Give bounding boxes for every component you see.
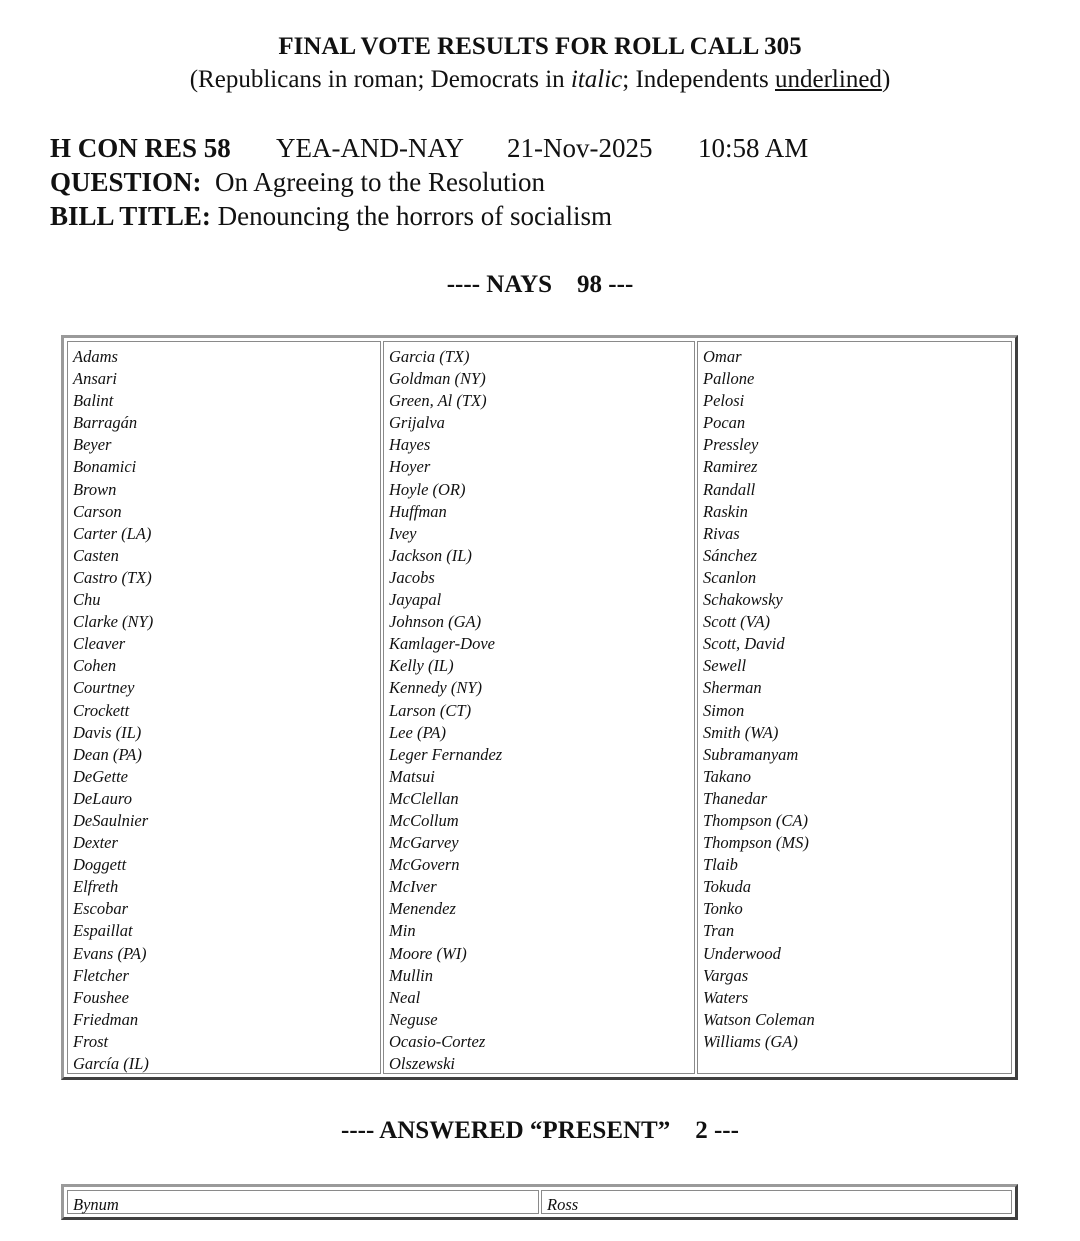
member-name: DeSaulnier (73, 810, 149, 830)
member-name: McGovern (389, 855, 460, 875)
present-heading: ---- ANSWERED “PRESENT” 2 --- (341, 1117, 739, 1144)
member-name: Evans (PA) (73, 943, 147, 963)
member-name: Pelosi (703, 391, 745, 411)
member-name: Bonamici (73, 457, 137, 477)
member-name: Scott, David (703, 634, 785, 654)
member-name: Thompson (CA) (703, 810, 808, 830)
member-name: Courtney (73, 678, 135, 698)
member-name: Simon (703, 700, 745, 720)
member-name: Menendez (389, 899, 456, 919)
member-name: Schakowsky (703, 590, 783, 610)
member-name: Dean (PA) (73, 744, 142, 764)
member-name: Sánchez (703, 545, 758, 565)
vote-time: 10:58 AM (698, 133, 809, 163)
nays-column-2 (383, 341, 695, 1074)
vote-date: 21-Nov-2025 (507, 133, 653, 163)
nays-column-3 (697, 341, 1012, 1074)
member-name: Davis (IL) (73, 722, 142, 742)
member-name: Clarke (NY) (73, 612, 154, 632)
member-name: Chu (73, 590, 101, 610)
member-name: Scanlon (703, 567, 757, 587)
member-name: Ross (547, 1195, 579, 1214)
legend-text-close: ) (881, 66, 891, 93)
member-name: Casten (73, 545, 119, 565)
page-title: FINAL VOTE RESULTS FOR ROLL CALL 305 (278, 33, 802, 60)
vote-type: YEA-AND-NAY (276, 133, 464, 163)
member-name: Scott (VA) (703, 612, 771, 632)
member-name: Doggett (73, 855, 127, 875)
member-name: Thompson (MS) (703, 833, 809, 853)
member-name: Friedman (73, 1009, 139, 1029)
nays-table (61, 335, 1018, 1080)
member-name: Hoyer (389, 457, 431, 477)
member-name: Lee (PA) (389, 722, 446, 742)
member-name: Goldman (NY) (389, 369, 486, 389)
member-name: Waters (703, 987, 749, 1007)
member-name: Hoyle (OR) (389, 479, 466, 499)
legend-text-mid: ; Independents (622, 66, 776, 93)
legend-italic: italic (570, 66, 623, 93)
measure-number: H CON RES 58 (50, 133, 231, 163)
member-name: McCollum (389, 810, 459, 830)
member-name: Pallone (703, 369, 755, 389)
member-name: DeGette (73, 766, 128, 786)
member-name: Fletcher (73, 965, 129, 985)
member-name: Ivey (389, 523, 417, 543)
member-name: DeLauro (73, 788, 132, 808)
member-name: Huffman (389, 501, 447, 521)
member-name: Matsui (389, 766, 435, 786)
member-name: Espaillat (73, 921, 133, 941)
member-name: Johnson (GA) (389, 612, 482, 632)
present-column-2 (541, 1190, 1012, 1214)
member-name: Rivas (703, 523, 740, 543)
member-name: Kamlager-Dove (389, 634, 495, 654)
member-name: Ramirez (703, 457, 758, 477)
member-name: Barragán (73, 413, 138, 433)
member-name: Pressley (703, 435, 759, 455)
member-name: Brown (73, 479, 117, 499)
member-name: Foushee (73, 987, 129, 1007)
member-name: Adams (73, 347, 118, 366)
member-name: Omar (703, 347, 742, 366)
member-name: Carter (LA) (73, 523, 152, 543)
member-name: Hayes (389, 435, 431, 455)
party-legend (0, 65, 1080, 95)
member-name: Green, Al (TX) (389, 391, 487, 411)
member-name: Jackson (IL) (389, 545, 472, 565)
member-name: Elfreth (73, 877, 119, 897)
member-name: Raskin (703, 501, 748, 521)
member-name: Tonko (703, 899, 743, 919)
present-table (61, 1184, 1018, 1220)
member-name: Watson Coleman (703, 1009, 815, 1029)
member-name: Beyer (73, 435, 112, 455)
member-name: Garcia (TX) (389, 347, 470, 366)
member-name: McIver (389, 877, 437, 897)
member-name: Tokuda (703, 877, 751, 897)
member-name: Leger Fernandez (389, 744, 503, 764)
member-name: Bynum (73, 1195, 119, 1214)
member-name: Larson (CT) (389, 700, 472, 720)
member-name: Cohen (73, 656, 117, 676)
member-name: Jacobs (389, 567, 435, 587)
member-name: Moore (WI) (389, 943, 467, 963)
bill-title-label: BILL TITLE: (50, 201, 211, 231)
question-text: On Agreeing to the Resolution (215, 167, 546, 197)
member-name: Olszewski (389, 1054, 455, 1073)
member-name: García (IL) (73, 1054, 149, 1073)
member-name: McClellan (389, 788, 459, 808)
member-name: Balint (73, 391, 114, 411)
member-name: Sherman (703, 678, 762, 698)
question-label: QUESTION: (50, 167, 202, 197)
question-row (50, 166, 545, 198)
member-name: Sewell (703, 656, 747, 676)
member-name: Tlaib (703, 855, 738, 875)
member-name: Crockett (73, 700, 130, 720)
member-name: Dexter (73, 833, 118, 853)
member-name: Grijalva (389, 413, 445, 433)
member-name: Tran (703, 921, 735, 941)
member-name: McGarvey (389, 833, 459, 853)
member-name: Williams (GA) (703, 1031, 798, 1051)
member-name: Jayapal (389, 590, 442, 610)
bill-title-row (50, 200, 612, 232)
member-name: Escobar (73, 899, 128, 919)
member-name: Neguse (389, 1009, 438, 1029)
member-name: Mullin (389, 965, 433, 985)
member-name: Pocan (703, 413, 746, 433)
member-name: Castro (TX) (73, 567, 152, 587)
present-column-1 (67, 1190, 539, 1214)
bill-title-text: Denouncing the horrors of socialism (217, 201, 613, 231)
member-name: Cleaver (73, 634, 126, 654)
member-name: Kelly (IL) (389, 656, 454, 676)
member-name: Smith (WA) (703, 722, 779, 742)
member-name: Kennedy (NY) (389, 678, 483, 698)
member-name: Takano (703, 766, 751, 786)
member-name: Neal (389, 987, 421, 1007)
member-name: Vargas (703, 965, 749, 985)
member-name: Subramanyam (703, 744, 799, 764)
member-name: Carson (73, 501, 122, 521)
nays-column-1 (67, 341, 381, 1074)
member-name: Frost (73, 1031, 109, 1051)
member-name: Ocasio-Cortez (389, 1031, 486, 1051)
member-name: Randall (703, 479, 756, 499)
member-name: Min (389, 921, 416, 941)
member-name: Thanedar (703, 788, 768, 808)
legend-text-open: (Republicans in roman; Democrats in (189, 66, 571, 93)
member-name: Ansari (73, 369, 118, 389)
legend-underlined: underlined (775, 66, 882, 93)
nays-heading: ---- NAYS 98 --- (446, 271, 634, 298)
member-name: Underwood (703, 943, 781, 963)
